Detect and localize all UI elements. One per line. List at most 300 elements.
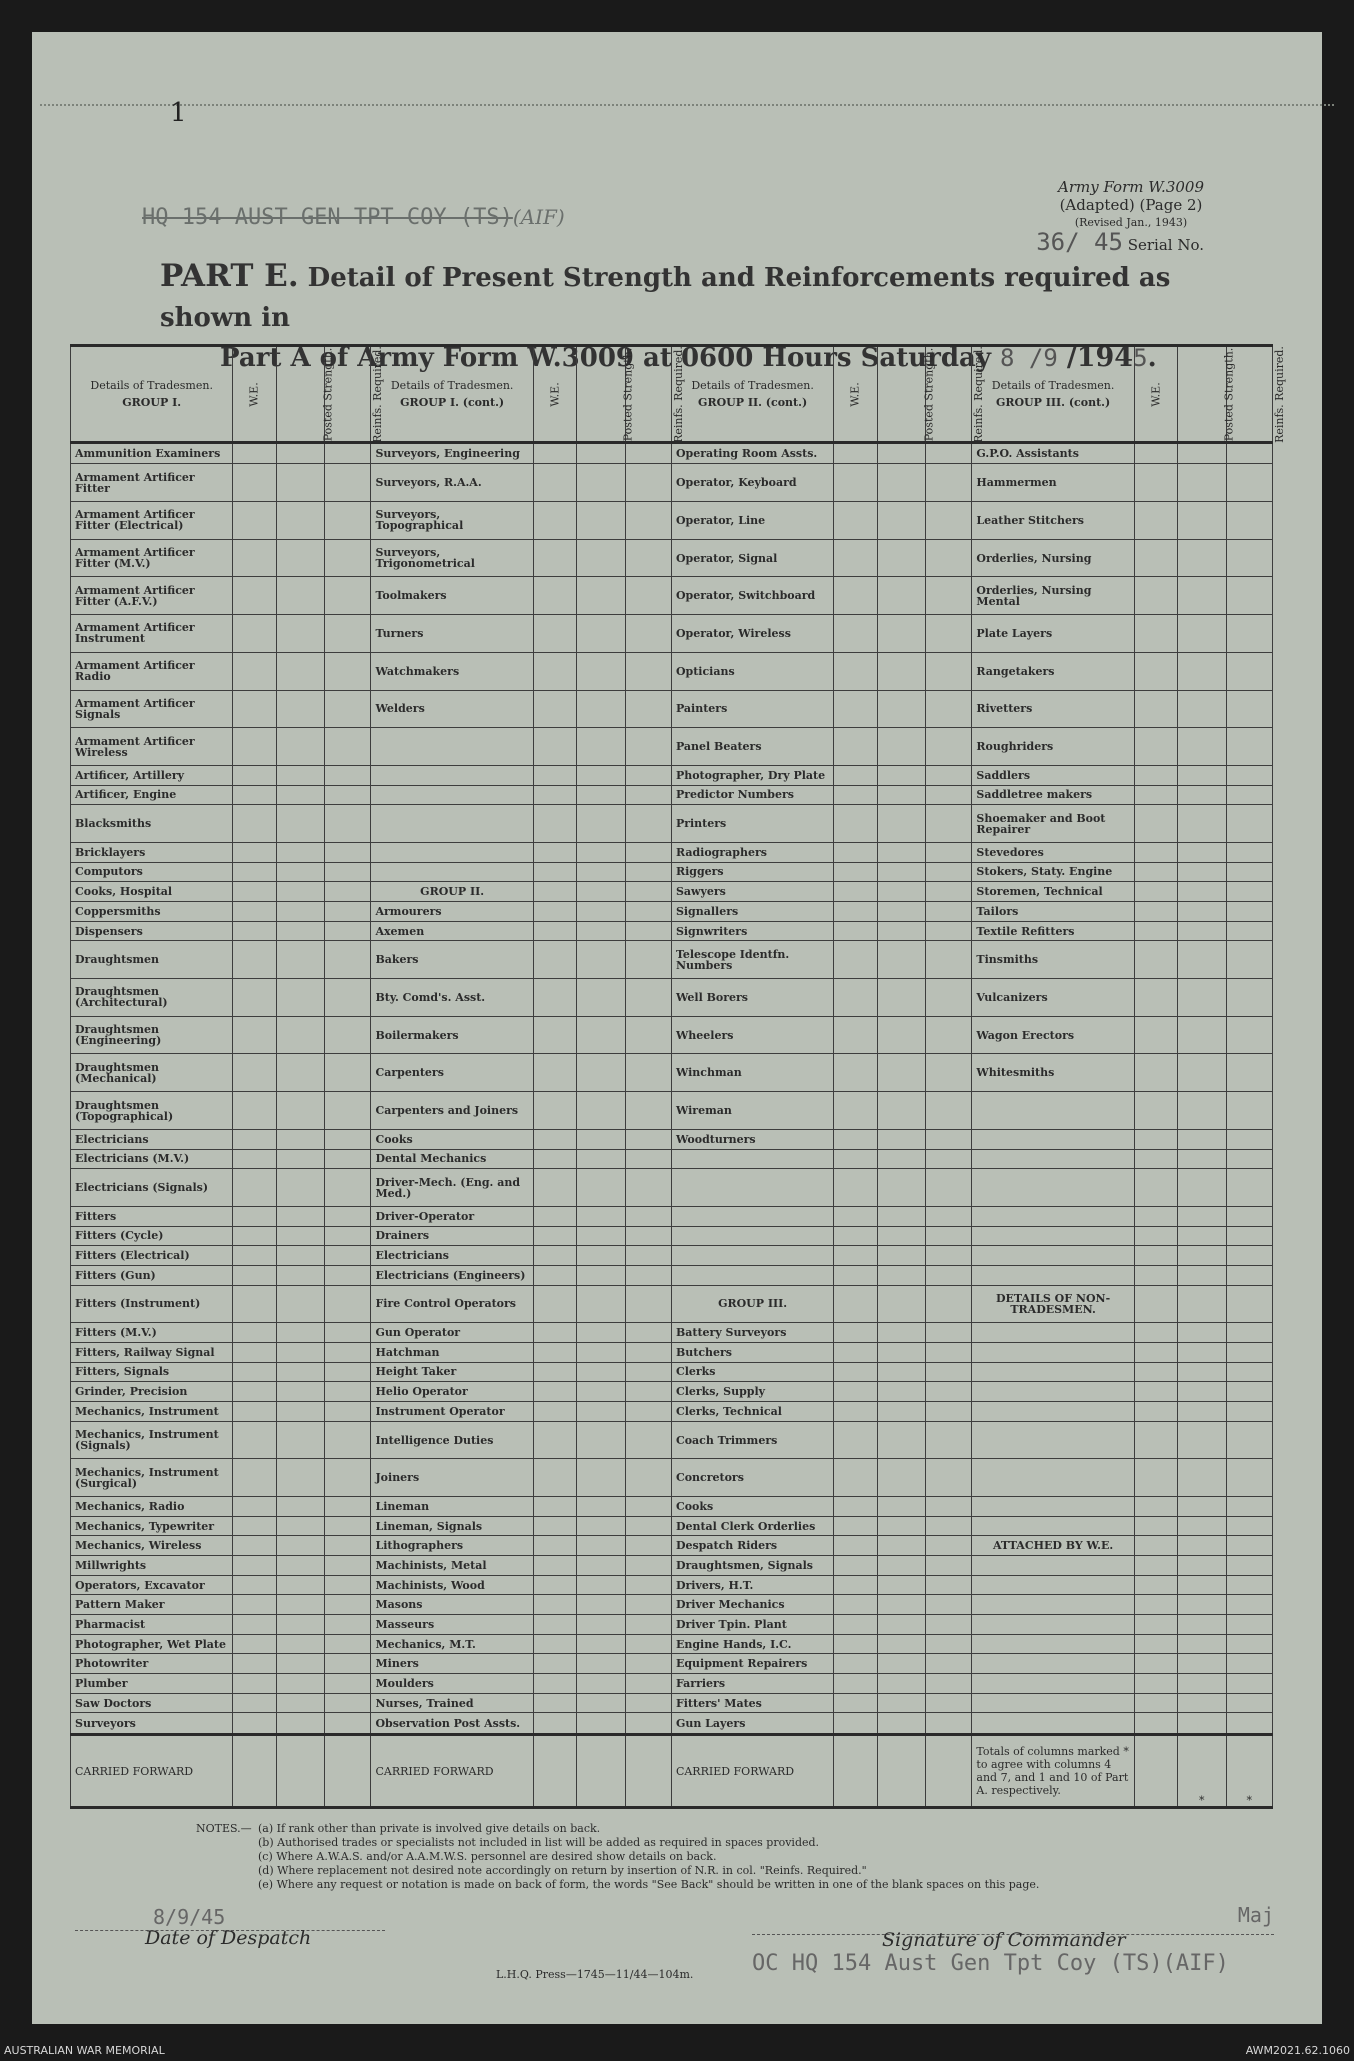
- entry-cell[interactable]: [325, 1092, 371, 1130]
- entry-cell[interactable]: [233, 882, 276, 902]
- entry-cell[interactable]: [926, 1654, 972, 1674]
- entry-cell[interactable]: [926, 615, 972, 653]
- entry-cell[interactable]: [1226, 1382, 1273, 1402]
- entry-cell[interactable]: [533, 1693, 576, 1713]
- entry-cell[interactable]: [1134, 539, 1177, 577]
- entry-cell[interactable]: [926, 1016, 972, 1054]
- entry-cell[interactable]: [325, 1713, 371, 1735]
- entry-cell[interactable]: [325, 1654, 371, 1674]
- entry-cell[interactable]: [233, 1459, 276, 1497]
- entry-cell[interactable]: [577, 539, 625, 577]
- entry-cell[interactable]: [926, 1265, 972, 1285]
- entry-cell[interactable]: [1178, 1054, 1226, 1092]
- entry-cell[interactable]: [533, 765, 576, 785]
- entry-cell[interactable]: [533, 1246, 576, 1266]
- entry-cell[interactable]: [625, 1246, 671, 1266]
- entry-cell[interactable]: [233, 443, 276, 464]
- entry-cell[interactable]: [325, 1362, 371, 1382]
- entry-cell[interactable]: [625, 443, 671, 464]
- entry-cell[interactable]: [533, 1516, 576, 1536]
- entry-cell[interactable]: [233, 539, 276, 577]
- entry-cell[interactable]: [276, 1342, 324, 1362]
- entry-cell[interactable]: [1134, 805, 1177, 843]
- entry-cell[interactable]: [276, 1735, 324, 1808]
- entry-cell[interactable]: [877, 862, 925, 882]
- entry-cell[interactable]: [625, 1206, 671, 1226]
- entry-cell[interactable]: [1134, 1654, 1177, 1674]
- entry-cell[interactable]: [577, 1654, 625, 1674]
- entry-cell[interactable]: [533, 1362, 576, 1382]
- entry-cell[interactable]: [325, 1246, 371, 1266]
- entry-cell[interactable]: [233, 1226, 276, 1246]
- entry-cell[interactable]: [1134, 785, 1177, 805]
- entry-cell[interactable]: [233, 1497, 276, 1517]
- entry-cell[interactable]: [625, 615, 671, 653]
- entry-cell[interactable]: [1226, 921, 1273, 941]
- entry-cell[interactable]: [1134, 1674, 1177, 1694]
- entry-cell[interactable]: [533, 1634, 576, 1654]
- entry-cell[interactable]: [1178, 1459, 1226, 1497]
- entry-cell[interactable]: [834, 577, 877, 615]
- entry-cell[interactable]: [533, 728, 576, 766]
- entry-cell[interactable]: [577, 1421, 625, 1459]
- entry-cell[interactable]: [1226, 1713, 1273, 1735]
- entry-cell[interactable]: [276, 882, 324, 902]
- entry-cell[interactable]: [1226, 1693, 1273, 1713]
- entry-cell[interactable]: [625, 1016, 671, 1054]
- entry-cell[interactable]: [877, 1323, 925, 1343]
- entry-cell[interactable]: [926, 902, 972, 922]
- entry-cell[interactable]: [276, 1516, 324, 1536]
- entry-cell[interactable]: [625, 941, 671, 979]
- entry-cell[interactable]: [577, 652, 625, 690]
- entry-cell[interactable]: [276, 1362, 324, 1382]
- entry-cell[interactable]: [533, 443, 576, 464]
- entry-cell[interactable]: [276, 1054, 324, 1092]
- entry-cell[interactable]: [1178, 1536, 1226, 1556]
- entry-cell[interactable]: [533, 690, 576, 728]
- entry-cell[interactable]: [533, 1595, 576, 1615]
- entry-cell[interactable]: [276, 902, 324, 922]
- entry-cell[interactable]: [533, 805, 576, 843]
- entry-cell[interactable]: [834, 842, 877, 862]
- entry-cell[interactable]: [834, 1575, 877, 1595]
- entry-cell[interactable]: [926, 1342, 972, 1362]
- entry-cell[interactable]: [834, 1516, 877, 1536]
- entry-cell[interactable]: [325, 1169, 371, 1207]
- entry-cell[interactable]: [325, 1265, 371, 1285]
- entry-cell[interactable]: [834, 862, 877, 882]
- entry-cell[interactable]: [1226, 1421, 1273, 1459]
- entry-cell[interactable]: [1226, 1169, 1273, 1207]
- entry-cell[interactable]: [1226, 1401, 1273, 1421]
- entry-cell[interactable]: [1226, 1206, 1273, 1226]
- entry-cell[interactable]: [325, 539, 371, 577]
- entry-cell[interactable]: [1134, 1342, 1177, 1362]
- entry-cell[interactable]: [533, 652, 576, 690]
- entry-cell[interactable]: [625, 921, 671, 941]
- entry-cell[interactable]: [877, 1575, 925, 1595]
- entry-cell[interactable]: [577, 615, 625, 653]
- entry-cell[interactable]: [877, 1265, 925, 1285]
- entry-cell[interactable]: [577, 1054, 625, 1092]
- entry-cell[interactable]: [926, 502, 972, 540]
- entry-cell[interactable]: [276, 1169, 324, 1207]
- entry-cell[interactable]: [926, 1129, 972, 1149]
- entry-cell[interactable]: [577, 1575, 625, 1595]
- entry-cell[interactable]: [276, 921, 324, 941]
- entry-cell[interactable]: [625, 1362, 671, 1382]
- entry-cell[interactable]: [877, 1595, 925, 1615]
- entry-cell[interactable]: [834, 882, 877, 902]
- entry-cell[interactable]: [926, 1285, 972, 1323]
- entry-cell[interactable]: [1178, 1634, 1226, 1654]
- entry-cell[interactable]: [533, 1421, 576, 1459]
- entry-cell[interactable]: [877, 577, 925, 615]
- entry-cell[interactable]: [533, 1016, 576, 1054]
- entry-cell[interactable]: [1134, 1634, 1177, 1654]
- entry-cell[interactable]: [233, 1169, 276, 1207]
- entry-cell[interactable]: [1134, 443, 1177, 464]
- entry-cell[interactable]: [877, 1092, 925, 1130]
- entry-cell[interactable]: [325, 728, 371, 766]
- entry-cell[interactable]: [625, 785, 671, 805]
- entry-cell[interactable]: [926, 862, 972, 882]
- entry-cell[interactable]: [1134, 1246, 1177, 1266]
- entry-cell[interactable]: [276, 1713, 324, 1735]
- entry-cell[interactable]: [1134, 1149, 1177, 1169]
- entry-cell[interactable]: [1226, 882, 1273, 902]
- entry-cell[interactable]: [877, 805, 925, 843]
- entry-cell[interactable]: [877, 502, 925, 540]
- entry-cell[interactable]: [533, 502, 576, 540]
- entry-cell[interactable]: [533, 902, 576, 922]
- entry-cell[interactable]: [233, 1615, 276, 1635]
- entry-cell[interactable]: [1226, 1054, 1273, 1092]
- entry-cell[interactable]: [1226, 902, 1273, 922]
- entry-cell[interactable]: [1226, 1149, 1273, 1169]
- entry-cell[interactable]: [325, 1421, 371, 1459]
- entry-cell[interactable]: [1134, 1536, 1177, 1556]
- entry-cell[interactable]: [325, 1129, 371, 1149]
- entry-cell[interactable]: [1134, 728, 1177, 766]
- entry-cell[interactable]: [625, 1459, 671, 1497]
- entry-cell[interactable]: [533, 1735, 576, 1808]
- entry-cell[interactable]: [625, 728, 671, 766]
- entry-cell[interactable]: [325, 805, 371, 843]
- entry-cell[interactable]: [625, 805, 671, 843]
- entry-cell[interactable]: [1178, 842, 1226, 862]
- entry-cell[interactable]: [625, 862, 671, 882]
- entry-cell[interactable]: [533, 1054, 576, 1092]
- entry-cell[interactable]: [877, 464, 925, 502]
- entry-cell[interactable]: [926, 1556, 972, 1576]
- entry-cell[interactable]: [1134, 1615, 1177, 1635]
- entry-cell[interactable]: [1134, 921, 1177, 941]
- entry-cell[interactable]: [926, 765, 972, 785]
- entry-cell[interactable]: [325, 1516, 371, 1536]
- entry-cell[interactable]: [577, 1382, 625, 1402]
- entry-cell[interactable]: [625, 1575, 671, 1595]
- entry-cell[interactable]: [533, 1674, 576, 1694]
- entry-cell[interactable]: [276, 941, 324, 979]
- entry-cell[interactable]: [233, 1575, 276, 1595]
- entry-cell[interactable]: [233, 1693, 276, 1713]
- entry-cell[interactable]: [533, 785, 576, 805]
- entry-cell[interactable]: [276, 1654, 324, 1674]
- entry-cell[interactable]: [276, 785, 324, 805]
- entry-cell[interactable]: [877, 1342, 925, 1362]
- entry-cell[interactable]: [877, 1674, 925, 1694]
- entry-cell[interactable]: [625, 1342, 671, 1362]
- entry-cell[interactable]: [1178, 765, 1226, 785]
- entry-cell[interactable]: [834, 1206, 877, 1226]
- entry-cell[interactable]: [1178, 443, 1226, 464]
- entry-cell[interactable]: [834, 1674, 877, 1694]
- entry-cell[interactable]: [1178, 1713, 1226, 1735]
- entry-cell[interactable]: [233, 1401, 276, 1421]
- entry-cell[interactable]: [877, 785, 925, 805]
- entry-cell[interactable]: [877, 1401, 925, 1421]
- entry-cell[interactable]: [577, 1735, 625, 1808]
- entry-cell[interactable]: [1178, 1362, 1226, 1382]
- entry-cell[interactable]: [877, 842, 925, 862]
- entry-cell[interactable]: [533, 1536, 576, 1556]
- entry-cell[interactable]: [577, 1323, 625, 1343]
- entry-cell[interactable]: [1226, 765, 1273, 785]
- entry-cell[interactable]: [533, 1556, 576, 1576]
- entry-cell[interactable]: [233, 577, 276, 615]
- entry-cell[interactable]: [1134, 1595, 1177, 1615]
- entry-cell[interactable]: [625, 690, 671, 728]
- entry-cell[interactable]: [926, 1206, 972, 1226]
- entry-cell[interactable]: [1178, 464, 1226, 502]
- entry-cell[interactable]: [533, 1382, 576, 1402]
- entry-cell[interactable]: [577, 1615, 625, 1635]
- entry-cell[interactable]: [533, 1615, 576, 1635]
- entry-cell[interactable]: [877, 728, 925, 766]
- entry-cell[interactable]: [877, 1016, 925, 1054]
- entry-cell[interactable]: [533, 1169, 576, 1207]
- entry-cell[interactable]: [877, 1654, 925, 1674]
- entry-cell[interactable]: [1226, 862, 1273, 882]
- entry-cell[interactable]: [926, 1615, 972, 1635]
- entry-cell[interactable]: [1134, 941, 1177, 979]
- entry-cell[interactable]: [233, 862, 276, 882]
- entry-cell[interactable]: [834, 1556, 877, 1576]
- entry-cell[interactable]: [533, 1265, 576, 1285]
- entry-cell[interactable]: [276, 842, 324, 862]
- entry-cell[interactable]: [577, 1285, 625, 1323]
- entry-cell[interactable]: [625, 1556, 671, 1576]
- entry-cell[interactable]: [276, 1536, 324, 1556]
- entry-cell[interactable]: [1178, 1169, 1226, 1207]
- entry-cell[interactable]: [625, 1169, 671, 1207]
- entry-cell[interactable]: [233, 842, 276, 862]
- entry-cell[interactable]: [577, 577, 625, 615]
- entry-cell[interactable]: [1226, 1536, 1273, 1556]
- entry-cell[interactable]: [625, 577, 671, 615]
- entry-cell[interactable]: [877, 1615, 925, 1635]
- entry-cell[interactable]: [276, 862, 324, 882]
- entry-cell[interactable]: [1178, 805, 1226, 843]
- entry-cell[interactable]: [276, 1615, 324, 1635]
- entry-cell[interactable]: [533, 862, 576, 882]
- entry-cell[interactable]: [1226, 615, 1273, 653]
- entry-cell[interactable]: [276, 1129, 324, 1149]
- entry-cell[interactable]: [834, 1382, 877, 1402]
- entry-cell[interactable]: [1134, 1206, 1177, 1226]
- entry-cell[interactable]: [533, 1129, 576, 1149]
- entry-cell[interactable]: [577, 464, 625, 502]
- entry-cell[interactable]: [1178, 1342, 1226, 1362]
- entry-cell[interactable]: [233, 502, 276, 540]
- entry-cell[interactable]: [1178, 1693, 1226, 1713]
- entry-cell[interactable]: [877, 1693, 925, 1713]
- entry-cell[interactable]: [834, 1129, 877, 1149]
- entry-cell[interactable]: [233, 765, 276, 785]
- entry-cell[interactable]: [1134, 1169, 1177, 1207]
- entry-cell[interactable]: [325, 1342, 371, 1362]
- entry-cell[interactable]: [1226, 1226, 1273, 1246]
- entry-cell[interactable]: [877, 765, 925, 785]
- entry-cell[interactable]: [276, 1497, 324, 1517]
- entry-cell[interactable]: [1178, 1421, 1226, 1459]
- entry-cell[interactable]: [325, 1285, 371, 1323]
- entry-cell[interactable]: [1134, 1693, 1177, 1713]
- entry-cell[interactable]: [276, 1674, 324, 1694]
- entry-cell[interactable]: [233, 941, 276, 979]
- entry-cell[interactable]: [926, 805, 972, 843]
- entry-cell[interactable]: [1134, 1129, 1177, 1149]
- entry-cell[interactable]: [625, 1323, 671, 1343]
- entry-cell[interactable]: [325, 1595, 371, 1615]
- entry-cell[interactable]: [577, 1129, 625, 1149]
- entry-cell[interactable]: [834, 1285, 877, 1323]
- entry-cell[interactable]: [533, 842, 576, 862]
- entry-cell[interactable]: [233, 1323, 276, 1343]
- entry-cell[interactable]: [1226, 979, 1273, 1017]
- entry-cell[interactable]: [577, 502, 625, 540]
- entry-cell[interactable]: [926, 1421, 972, 1459]
- entry-cell[interactable]: [533, 1401, 576, 1421]
- entry-cell[interactable]: [926, 1595, 972, 1615]
- entry-cell[interactable]: [926, 1382, 972, 1402]
- entry-cell[interactable]: [625, 882, 671, 902]
- entry-cell[interactable]: [1134, 1265, 1177, 1285]
- entry-cell[interactable]: [1134, 902, 1177, 922]
- entry-cell[interactable]: [233, 921, 276, 941]
- entry-cell[interactable]: [1134, 1323, 1177, 1343]
- entry-cell[interactable]: [577, 842, 625, 862]
- entry-cell[interactable]: [834, 1693, 877, 1713]
- entry-cell[interactable]: [325, 765, 371, 785]
- entry-cell[interactable]: [577, 1595, 625, 1615]
- entry-cell[interactable]: [1178, 882, 1226, 902]
- entry-cell[interactable]: [1134, 1226, 1177, 1246]
- entry-cell[interactable]: [926, 842, 972, 862]
- entry-cell[interactable]: [325, 941, 371, 979]
- entry-cell[interactable]: [276, 577, 324, 615]
- entry-cell[interactable]: [1226, 1575, 1273, 1595]
- entry-cell[interactable]: [1226, 1092, 1273, 1130]
- entry-cell[interactable]: [877, 1382, 925, 1402]
- entry-cell[interactable]: [233, 1674, 276, 1694]
- entry-cell[interactable]: [325, 785, 371, 805]
- entry-cell[interactable]: [276, 1634, 324, 1654]
- entry-cell[interactable]: [926, 464, 972, 502]
- entry-cell[interactable]: [325, 615, 371, 653]
- entry-cell[interactable]: [877, 1246, 925, 1266]
- entry-cell[interactable]: [233, 728, 276, 766]
- entry-cell[interactable]: [276, 690, 324, 728]
- entry-cell[interactable]: [1134, 862, 1177, 882]
- entry-cell[interactable]: [877, 615, 925, 653]
- entry-cell[interactable]: [325, 690, 371, 728]
- entry-cell[interactable]: [1134, 502, 1177, 540]
- entry-cell[interactable]: [276, 1382, 324, 1402]
- entry-cell[interactable]: [1226, 464, 1273, 502]
- entry-cell[interactable]: [1178, 1246, 1226, 1266]
- entry-cell[interactable]: [834, 690, 877, 728]
- entry-cell[interactable]: [926, 1735, 972, 1808]
- entry-cell[interactable]: [233, 1634, 276, 1654]
- entry-cell[interactable]: [233, 1285, 276, 1323]
- entry-cell[interactable]: [1178, 1016, 1226, 1054]
- entry-cell[interactable]: [1226, 1634, 1273, 1654]
- entry-cell[interactable]: [325, 464, 371, 502]
- entry-cell[interactable]: [625, 1421, 671, 1459]
- entry-cell[interactable]: [325, 1323, 371, 1343]
- entry-cell[interactable]: [625, 1713, 671, 1735]
- entry-cell[interactable]: [577, 785, 625, 805]
- entry-cell[interactable]: [834, 765, 877, 785]
- entry-cell[interactable]: [325, 1634, 371, 1654]
- entry-cell[interactable]: [276, 1285, 324, 1323]
- entry-cell[interactable]: [577, 979, 625, 1017]
- entry-cell[interactable]: [533, 1092, 576, 1130]
- entry-cell[interactable]: [834, 921, 877, 941]
- entry-cell[interactable]: [834, 502, 877, 540]
- entry-cell[interactable]: [533, 882, 576, 902]
- entry-cell[interactable]: [625, 902, 671, 922]
- entry-cell[interactable]: [325, 1615, 371, 1635]
- entry-cell[interactable]: [1226, 443, 1273, 464]
- entry-cell[interactable]: [1226, 1595, 1273, 1615]
- entry-cell[interactable]: [276, 805, 324, 843]
- entry-cell[interactable]: [877, 1054, 925, 1092]
- entry-cell[interactable]: [834, 1342, 877, 1362]
- entry-cell[interactable]: [1226, 539, 1273, 577]
- entry-cell[interactable]: [276, 1206, 324, 1226]
- entry-cell[interactable]: [1134, 1735, 1177, 1808]
- entry-cell[interactable]: [233, 1016, 276, 1054]
- entry-cell[interactable]: [926, 1169, 972, 1207]
- entry-cell[interactable]: [1226, 1362, 1273, 1382]
- entry-cell[interactable]: [834, 979, 877, 1017]
- entry-cell[interactable]: [577, 1497, 625, 1517]
- entry-cell[interactable]: [577, 1713, 625, 1735]
- entry-cell[interactable]: [1134, 1016, 1177, 1054]
- entry-cell[interactable]: [577, 1226, 625, 1246]
- entry-cell[interactable]: [1134, 652, 1177, 690]
- entry-cell[interactable]: [1178, 1595, 1226, 1615]
- entry-cell[interactable]: [877, 1206, 925, 1226]
- entry-cell[interactable]: [577, 1265, 625, 1285]
- entry-cell[interactable]: [577, 1459, 625, 1497]
- entry-cell[interactable]: [625, 842, 671, 862]
- entry-cell[interactable]: [877, 1362, 925, 1382]
